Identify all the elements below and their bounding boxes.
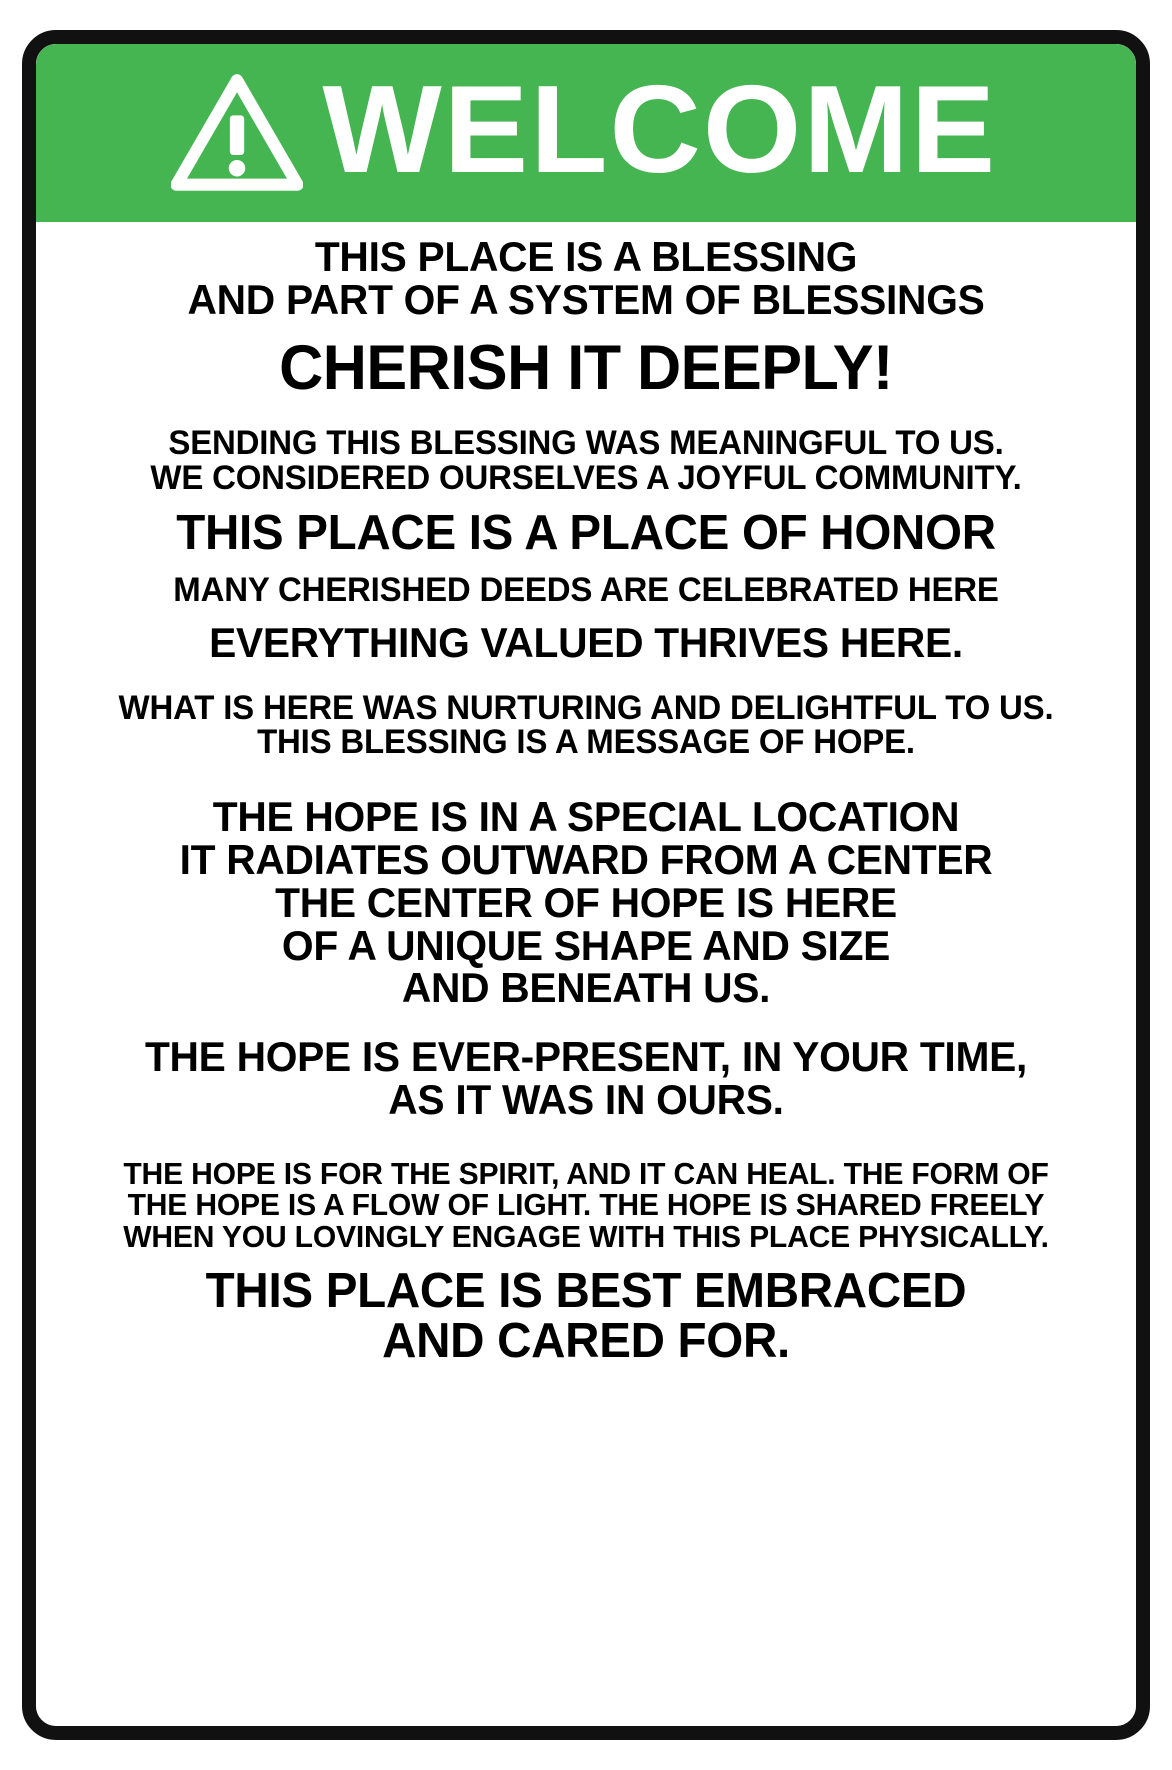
text-block-everything-valued: [58, 618, 1114, 666]
text-line: OF A UNIQUE SHAPE AND SIZE: [281, 921, 891, 969]
spacer: [58, 400, 1114, 426]
text-line: SENDING THIS BLESSING WAS MEANINGFUL TO US.: [168, 423, 1004, 462]
text-line: CHERISH IT DEEPLY!: [279, 332, 893, 403]
spacer: [58, 760, 1114, 796]
text-line: MANY CHERISHED DEEDS ARE CELEBRATED HERE: [173, 571, 999, 610]
text-line: IT RADIATES OUTWARD FROM A CENTER: [179, 835, 993, 883]
text-line: WHEN YOU LOVINGLY ENGAGE WITH THIS PLACE PHYSICALLY.: [123, 1219, 1049, 1255]
text-block-hope-location: [58, 793, 1114, 1012]
warning-sign: [22, 30, 1150, 1740]
text-line: WE CONSIDERED OURSELVES A JOYFUL COMMUNITY.: [150, 458, 1022, 497]
text-line: THIS PLACE IS BEST EMBRACED: [205, 1263, 967, 1318]
text-block-sending-note: [58, 423, 1114, 497]
text-line: WHAT IS HERE WAS NURTURING AND DELIGHTFUL TO US.: [118, 688, 1054, 727]
text-line: THIS PLACE IS A PLACE OF HONOR: [176, 506, 996, 561]
sign-title: WELCOME: [322, 61, 998, 199]
warning-triangle-icon: [171, 73, 303, 193]
text-line: THIS BLESSING IS A MESSAGE OF HOPE.: [257, 723, 915, 762]
sign-inner: [36, 44, 1136, 1726]
text-block-hope-ever-present: [58, 1033, 1114, 1124]
sign-body: [36, 222, 1136, 1726]
text-block-cherished-deeds: [58, 573, 1114, 608]
text-block-best-embraced: [58, 1263, 1114, 1368]
text-line: AS IT WAS IN OURS.: [388, 1076, 784, 1124]
text-line: THE HOPE IS A FLOW OF LIGHT. THE HOPE IS SHARED FREELY: [127, 1187, 1045, 1223]
text-line: EVERYTHING VALUED THRIVES HERE.: [209, 618, 963, 666]
sign-header: [36, 44, 1136, 222]
text-block-blessing-intro: [58, 233, 1114, 323]
text-line: THE CENTER OF HOPE IS HERE: [275, 878, 897, 926]
text-line: AND PART OF A SYSTEM OF BLESSINGS: [187, 275, 985, 323]
text-line: THE HOPE IS EVER-PRESENT, IN YOUR TIME,: [144, 1033, 1028, 1081]
spacer: [58, 665, 1114, 691]
text-block-place-of-honor: [58, 506, 1114, 561]
text-block-hope-spirit: [58, 1155, 1114, 1255]
text-line: AND BENEATH US.: [401, 964, 771, 1012]
text-line: THE HOPE IS IN A SPECIAL LOCATION: [212, 793, 960, 841]
text-block-nurturing-note: [58, 688, 1114, 762]
text-block-cherish-headline: [58, 332, 1114, 403]
text-line: THIS PLACE IS A BLESSING: [314, 233, 858, 280]
text-line: THE HOPE IS FOR THE SPIRIT, AND IT CAN HEAL. THE FORM OF: [123, 1155, 1049, 1191]
spacer: [58, 1122, 1114, 1158]
text-line: AND CARED FOR.: [382, 1313, 790, 1368]
